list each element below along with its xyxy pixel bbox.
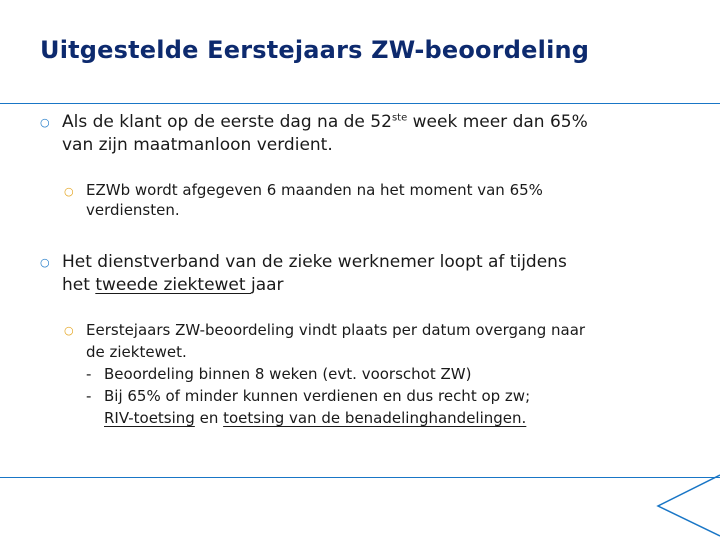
bullet-2-line-2-prefix: het (62, 275, 96, 295)
dash-marker: - (86, 365, 92, 383)
footer-divider (0, 477, 720, 478)
sub-item-1: Beoordeling binnen 8 weken (evt. voorschot ZW) (104, 365, 472, 383)
bullet-circle-icon: ○ (40, 256, 50, 269)
benadelinghandelingen-link[interactable]: toetsing van de benadelinghandelingen. (223, 409, 527, 427)
bullet-circle-icon: ○ (40, 116, 50, 129)
bullet-1-text-part-a: Als de klant op de eerste dag na de 52 (62, 112, 392, 132)
bullet-1-superscript: ste (391, 112, 408, 124)
bullet-2-underlined-text: tweede ziektewet (95, 275, 251, 295)
sub-bullet-2-line-2: de ziektewet. (86, 343, 187, 361)
dash-marker: - (86, 387, 92, 405)
bullet-1-text (62, 111, 712, 157)
chevron-decoration-icon (650, 470, 720, 540)
title-divider (0, 103, 720, 104)
riv-toetsing-link[interactable]: RIV-toetsing (104, 409, 195, 427)
bullet-1-text-part-b: week meer dan 65% (407, 112, 588, 132)
sub-bullet-circle-icon: ○ (64, 185, 74, 198)
bullet-2-text (62, 251, 712, 297)
sub-item-2: Bij 65% of minder kunnen verdienen en dus recht op zw; (104, 387, 531, 405)
sub-bullet-1-text (86, 180, 716, 220)
slide-title: Uitgestelde Eerstejaars ZW-beoordeling (40, 36, 590, 64)
sub-bullet-1-line-1: EZWb wordt afgegeven 6 maanden na het moment van 65% (86, 181, 543, 199)
sub-bullet-circle-icon: ○ (64, 324, 74, 337)
sub-bullet-2-line-1: Eerstejaars ZW-beoordeling vindt plaats per datum overgang naar (86, 321, 586, 339)
bullet-1-line-2: van zijn maatmanloon verdient. (62, 135, 333, 155)
sub-bullet-2-text (86, 319, 716, 429)
bullet-2-line-1: Het dienstverband van de zieke werknemer loopt af tijdens (62, 252, 567, 272)
bullet-2-line-2-suffix: jaar (250, 275, 284, 295)
sub-bullet-1-line-2: verdiensten. (86, 201, 180, 219)
sub-item-2-connector: en (194, 409, 224, 427)
